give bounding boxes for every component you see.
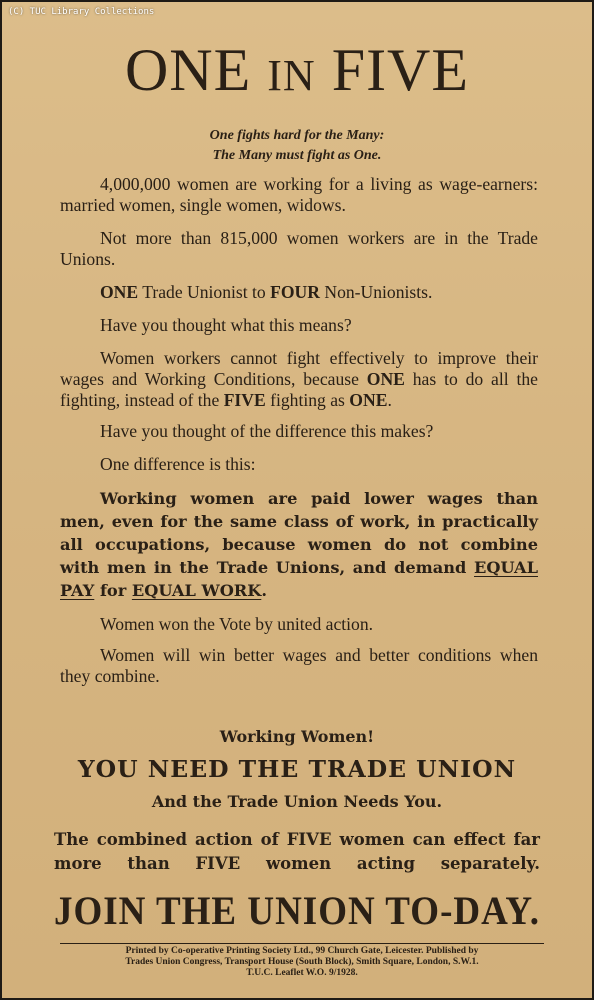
copyright-watermark: (C) TUC Library Collections: [8, 7, 155, 17]
motto-line-2: The Many must fight as One.: [212, 148, 382, 163]
equal-pay-for: for: [94, 581, 132, 600]
fight-one-2: ONE: [349, 390, 388, 410]
ratio-one: ONE: [100, 282, 139, 302]
join-union-heading: JOIN THE UNION TO-DAY.: [53, 889, 541, 934]
paragraph-fight: [60, 348, 538, 411]
leaflet-body: [60, 174, 538, 699]
equal-work-underlined: EQUAL WORK: [131, 581, 262, 600]
printer-imprint: [60, 943, 544, 979]
fight-period: .: [387, 390, 392, 410]
fight-text-1: Women workers cannot fight effectively to improve their wages and Working Conditions, because: [60, 348, 538, 389]
imprint-line-2: Trades Union Congress, Transport House (South Block), Smith Square, London, S.W.1.: [125, 957, 479, 967]
imprint-line-1: Printed by Co-operative Printing Society Ltd., 99 Church Gate, Leicester. Published by: [125, 946, 479, 956]
working-women-heading: Working Women!: [219, 727, 375, 746]
paragraph-ratio: [60, 282, 538, 303]
paragraph-women-working: 4,000,000 women are working for a living as wage-earners: married women, single women, widows.: [60, 174, 538, 215]
need-union-heading: YOU NEED THE TRADE UNION: [77, 755, 517, 783]
fight-text-3: fighting as: [265, 390, 350, 410]
paragraph-better-wages: Women will win better wages and better conditions when they combine.: [60, 645, 538, 686]
title-five: FIVE: [331, 37, 470, 103]
leaflet-title: [2, 37, 592, 103]
fight-text-2: has to do all the fighting, instead of the: [60, 369, 538, 410]
fight-one: ONE: [366, 369, 405, 389]
fight-five: FIVE: [223, 390, 266, 410]
paragraph-equal-pay: [60, 487, 538, 602]
paragraph-vote: Women won the Vote by united action.: [100, 614, 374, 634]
motto: [2, 126, 592, 166]
paragraph-union-membership: Not more than 815,000 women workers are in the Trade Unions.: [60, 228, 538, 269]
title-in: IN: [267, 51, 316, 100]
imprint-line-3: T.U.C. Leaflet W.O. 9/1928.: [246, 968, 358, 978]
ratio-text-2: Non-Unionists.: [319, 282, 433, 302]
ratio-four: FOUR: [270, 282, 320, 302]
paragraph-question-1: Have you thought what this means?: [100, 315, 352, 335]
equal-pay-period: .: [261, 581, 267, 600]
paragraph-question-2: Have you thought of the difference this makes?: [100, 421, 434, 441]
paragraph-difference: One difference is this:: [100, 454, 256, 474]
ratio-text-1: Trade Unionist to: [138, 282, 271, 302]
equal-pay-text: Working women are paid lower wages than men, even for the same class of work, in practically all occupations, because women do not combine with men in the Trade Unions, and demand: [60, 489, 538, 577]
motto-line-1: One fights hard for the Many:: [209, 128, 385, 143]
equal-pay-underlined: EQUAL PAY: [60, 558, 538, 600]
union-needs-you-heading: And the Trade Union Needs You.: [151, 792, 443, 811]
combined-action-text: The combined action of FIVE women can effect far more than FIVE women acting separately.: [54, 830, 540, 873]
title-one: ONE: [124, 37, 252, 103]
